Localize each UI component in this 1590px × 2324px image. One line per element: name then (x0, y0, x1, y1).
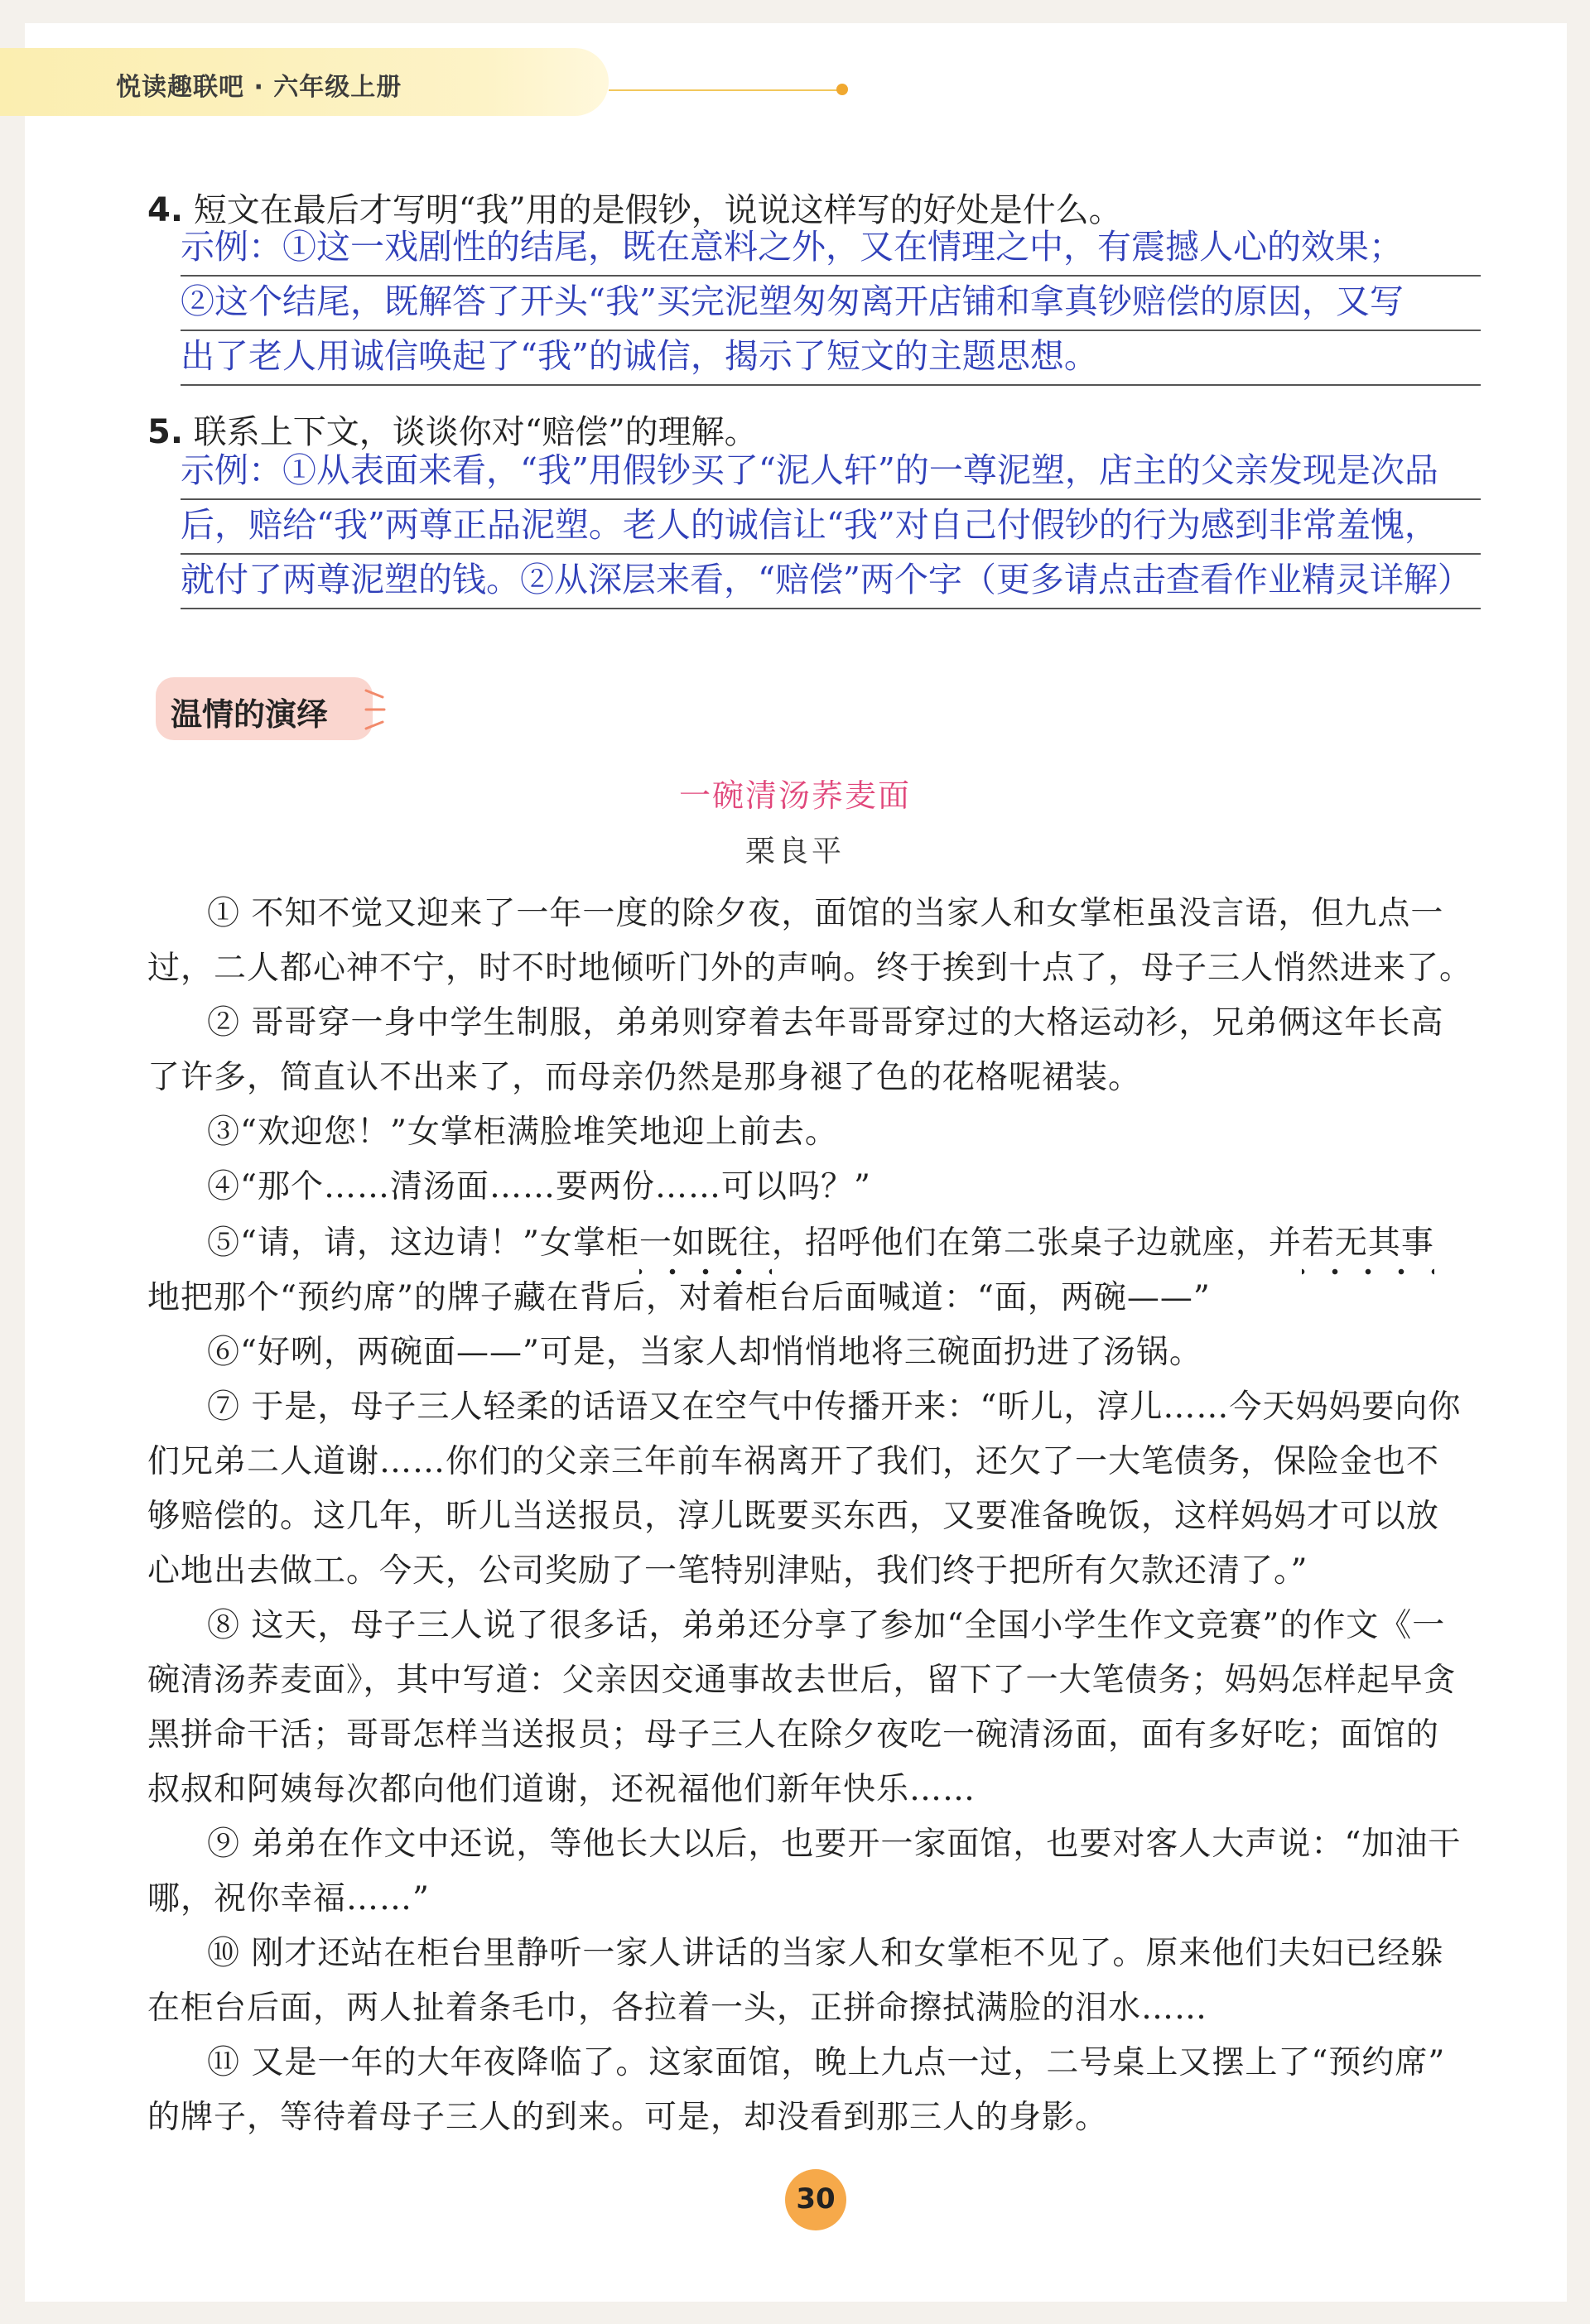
answer-line: 示例：①这一戏剧性的结尾，既在意料之外，又在情理之中，有震撼人心的效果； (181, 222, 1481, 277)
header-divider (609, 89, 841, 91)
story-segment: ⑤“请，请，这边请！”女掌柜 (207, 1225, 639, 1262)
question-number: 5. (147, 413, 184, 451)
story-line: ⑨ 弟弟在作文中还说，等他长大以后，也要开一家面馆，也要对客人大声说：“加油干 (207, 1826, 1462, 1863)
page-number: 30 (796, 2182, 836, 2216)
section-label: 温情的演绎 (171, 696, 329, 733)
story-line: ① 不知不觉又迎来了一年一度的除夕夜，面馆的当家人和女掌柜虽没言语，但九点一 (207, 895, 1444, 932)
story-line: ⑦ 于是，母子三人轻柔的话语又在空气中传播开来：“昕儿，淳儿……今天妈妈要向你 (207, 1388, 1462, 1426)
question-prompt: 短文在最后才写明“我”用的是假钞，说说这样写的好处是什么。 (193, 191, 1122, 229)
header-dot-icon (836, 84, 848, 95)
story-line: 的牌子，等待着母子三人的到来。可是，却没看到那三人的身影。 (147, 2099, 1109, 2136)
story-line: 们兄弟二人道谢……你们的父亲三年前车祸离开了我们，还欠了一大笔债务，保险金也不 (147, 1443, 1440, 1480)
question-prompt: 联系上下文，谈谈你对“赔偿”的理解。 (193, 413, 758, 451)
answer-line: 就付了两尊泥塑的钱。②从深层来看，“赔偿”两个字（更多请点击查看作业精灵详解） (181, 555, 1481, 609)
story-line: 在柜台后面，两人扯着条毛巾，各拉着一头，正拼命擦拭满脸的泪水…… (147, 1990, 1208, 2027)
story-segment: ，招呼他们在第二张桌子边就座，并 (771, 1225, 1302, 1262)
story-line: ⑪ 又是一年的大年夜降临了。这家面馆，晚上九点一过，二号桌上又摆上了“预约席” (207, 2044, 1446, 2081)
section-deco-icon (363, 681, 388, 739)
emphasized-phrase: 一如既往 (638, 1225, 772, 1262)
story-line: 叔叔和阿姨每次都向他们道谢，还祝福他们新年快乐…… (147, 1771, 976, 1808)
story-title: 一碗清汤荞麦面 (678, 777, 911, 814)
story-line: ③“欢迎您！”女掌柜满脸堆笑地迎上前去。 (207, 1114, 838, 1151)
story-line: ⑧ 这天，母子三人说了很多话，弟弟还分享了参加“全国小学生作文竞赛”的作文《一 (207, 1607, 1446, 1644)
story-line: 过，二人都心神不宁，时不时地倾听门外的声响。终于挨到十点了，母子三人悄然进来了。 (147, 950, 1473, 987)
emphasized-phrase: 若无其事 (1301, 1225, 1434, 1262)
story-line: 哪，祝你幸福……” (147, 1880, 430, 1917)
story-line (207, 1217, 1434, 1263)
story-line: 碗清汤荞麦面》，其中写道：父亲因交通事故去世后，留下了一大笔债务；妈妈怎样起早贪 (147, 1662, 1457, 1699)
answer-line: ②这个结尾，既解答了开头“我”买完泥塑匆匆离开店铺和拿真钞赔偿的原因，又写 (181, 277, 1481, 331)
answer-line: 示例：①从表面来看，“我”用假钞买了“泥人轩”的一尊泥塑，店主的父亲发现是次品 (181, 445, 1481, 500)
story-line: 黑拼命干活；哥哥怎样当送报员；母子三人在除夕夜吃一碗清汤面，面有多好吃；面馆的 (147, 1716, 1440, 1754)
story-line: 地把那个“预约席”的牌子藏在背后，对着柜台后面喊道：“面，两碗——” (147, 1279, 1211, 1316)
story-line: ④“那个……清汤面……要两份……可以吗？” (207, 1168, 871, 1205)
story-line: 心地出去做工。今天，公司奖励了一笔特别津贴，我们终于把所有欠款还清了。” (147, 1552, 1308, 1590)
answer-line: 出了老人用诚信唤起了“我”的诚信，揭示了短文的主题思想。 (181, 331, 1481, 386)
story-author: 栗良平 (744, 835, 845, 868)
question-number: 4. (147, 191, 184, 229)
header-title: 悦读趣联吧 · 六年级上册 (116, 73, 402, 102)
answer-line: 后，赔给“我”两尊正品泥塑。老人的诚信让“我”对自己付假钞的行为感到非常羞愧， (181, 500, 1481, 555)
story-line: ⑥“好咧，两碗面——”可是，当家人却悄悄地将三碗面扔进了汤锅。 (207, 1334, 1202, 1371)
story-line: 了许多，简直认不出来了，而母亲仍然是那身褪了色的花格呢裙装。 (147, 1059, 1142, 1096)
story-line: ② 哥哥穿一身中学生制服，弟弟则穿着去年哥哥穿过的大格运动衫，兄弟俩这年长高 (207, 1004, 1444, 1042)
story-line: ⑩ 刚才还站在柜台里静听一家人讲话的当家人和女掌柜不见了。原来他们夫妇已经躲 (207, 1935, 1444, 1972)
story-line: 够赔偿的。这几年，昕儿当送报员，淳儿既要买东西，又要准备晚饭，这样妈妈才可以放 (147, 1498, 1440, 1535)
